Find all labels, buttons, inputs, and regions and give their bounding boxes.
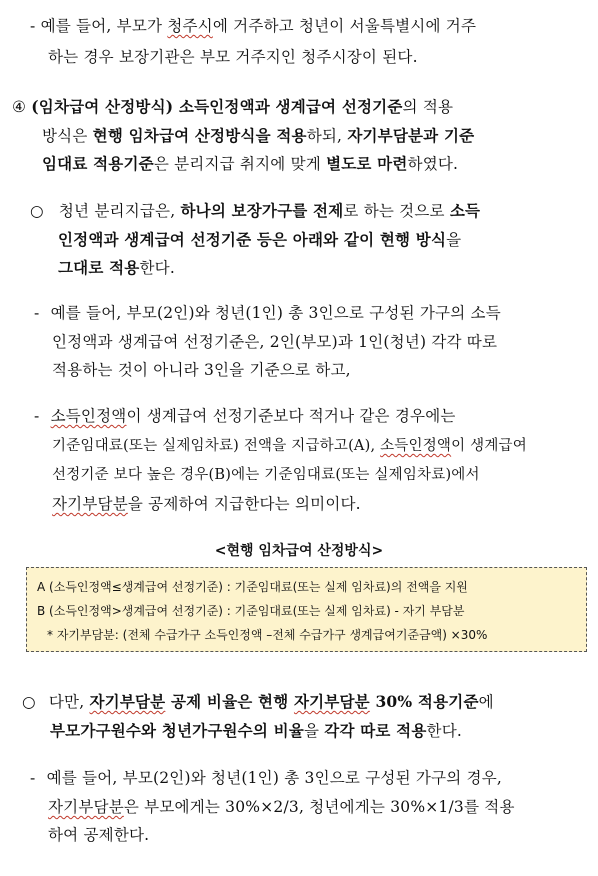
paragraph-4-line-3: 적용하는 것이 아니라 3인을 기준으로 하고,	[52, 361, 351, 379]
underlined-term: 자기부담분	[293, 692, 370, 711]
dash-marker: -	[34, 407, 40, 425]
paragraph-4-line-1	[34, 301, 501, 323]
circled-number: ④	[12, 98, 27, 116]
text: 한다.	[426, 722, 462, 740]
bullet-circle: ○	[22, 693, 36, 711]
bold-text: 인정액과 생계급여 선정기준 등은 아래와 같이 현행 방식	[58, 230, 447, 249]
box-line-b: B (소득인정액>생계급여 선정기준) : 기준임대료(또는 실제 임차료) - 자기 부담분	[37, 604, 465, 618]
bold-text: 부모가구원수와 청년가구원수의 비율	[50, 721, 304, 740]
box-line-a: A (소득인정액≤생계급여 선정기준) : 기준임대료(또는 실제 임차료)의 전액을 지원	[37, 580, 468, 594]
paragraph-2-line-3	[42, 152, 458, 174]
paragraph-4-line-2: 인정액과 생계급여 선정기준은, 2인(부모)과 1인(청년) 각각 따로	[52, 333, 498, 351]
paragraph-5-line-3: 선정기준 보다 높은 경우(B)에는 기준임대료(또는 실제임차료)에서	[52, 467, 480, 483]
underlined-term: 청주시	[167, 17, 213, 35]
paragraph-6-line-1	[22, 690, 494, 712]
underlined-term: 소득인정액	[380, 438, 452, 454]
text: 기준임대료(또는 실제임차료) 전액을 지급하고(A),	[52, 438, 381, 454]
bold-text: 임대료 적용기준	[42, 154, 154, 173]
bold-text: 자기부담분과 기준	[347, 126, 475, 145]
text: 청년 분리지급은,	[58, 202, 181, 220]
paragraph-7-line-1	[30, 766, 502, 788]
bold-text: 소득	[449, 201, 481, 220]
paragraph-3-line-1	[30, 199, 480, 221]
text: 을	[303, 722, 325, 740]
paragraph-3-line-3	[58, 256, 175, 278]
text: 예를 들어, 부모가	[40, 17, 168, 35]
paragraph-7-line-2	[48, 795, 515, 817]
box-note: * 자기부담분: (전체 수급가구 소득인정액 –전체 수급가구 생계급여기준금액) ×30%	[47, 628, 488, 642]
text: 하되,	[306, 127, 348, 145]
text: 한다.	[139, 259, 175, 277]
dash-marker: -	[30, 769, 36, 787]
text: 방식은	[42, 127, 93, 145]
dash-marker: -	[34, 304, 40, 322]
text: 의 적용	[402, 98, 454, 116]
paragraph-3-line-2	[58, 228, 461, 250]
paragraph-1-line-2: 하는 경우 보장기관은 부모 거주지인 청주시장이 된다.	[48, 48, 418, 66]
bold-text: 공제 비율은	[165, 692, 259, 711]
dash-marker: -	[30, 17, 36, 35]
bold-text: (임차급여 산정방식) 소득인정액과 생계급여 선정기준	[31, 97, 403, 116]
paragraph-5-line-4	[52, 492, 361, 514]
text: 에	[478, 693, 494, 711]
paragraph-1-line-1	[30, 14, 476, 36]
paragraph-5-line-1	[34, 404, 456, 426]
text: 을	[446, 231, 462, 249]
bold-text: 별도로 마련	[326, 154, 408, 173]
text: 로 하는 것으로	[343, 202, 450, 220]
text: 예를 들어, 부모(2인)와 청년(1인) 총 3인으로 구성된 가구의 소득	[50, 304, 501, 322]
paragraph-6-line-2	[50, 719, 462, 741]
paragraph-2-line-2	[42, 124, 474, 146]
underlined-term: 자기부담분	[89, 692, 166, 711]
text: 다만,	[48, 693, 90, 711]
underlined-term: 자기부담분	[48, 798, 124, 816]
bullet-circle: ○	[30, 202, 44, 220]
underlined-term: 소득인정액	[50, 407, 127, 425]
paragraph-5-line-2	[52, 434, 527, 455]
bold-text: 각각 따로 적용	[324, 721, 427, 740]
text: 하였다.	[407, 155, 459, 173]
text: 예를 들어, 부모(2인)와 청년(1인) 총 3인으로 구성된 가구의 경우,	[46, 769, 503, 787]
text: 은 부모에게는 30%×2/3, 청년에게는 30%×1/3를 적용	[123, 798, 515, 816]
paragraph-2-line-1	[12, 95, 453, 117]
text: 은 분리지급 취지에 맞게	[153, 155, 327, 173]
text: 이 생계급여	[451, 438, 527, 454]
bold-text: 현행 임차급여 산정방식을 적용	[92, 126, 307, 145]
bold-text: 현행	[258, 692, 294, 711]
bold-text: 하나의 보장가구를 전제	[180, 201, 344, 220]
paragraph-7-line-3: 하여 공제한다.	[48, 826, 150, 844]
bold-text: 30% 적용기준	[369, 692, 479, 711]
box-title: <현행 임차급여 산정방식>	[214, 543, 384, 559]
text: 에 거주하고 청년이 서울특별시에 거주	[212, 17, 477, 35]
bold-text: 그대로 적용	[58, 258, 140, 277]
info-box	[26, 567, 587, 652]
text: 이 생계급여 선정기준보다 적거나 같은 경우에는	[126, 407, 456, 425]
text: 을 공제하여 지급한다는 의미이다.	[127, 495, 361, 513]
underlined-term: 자기부담분	[52, 495, 128, 513]
